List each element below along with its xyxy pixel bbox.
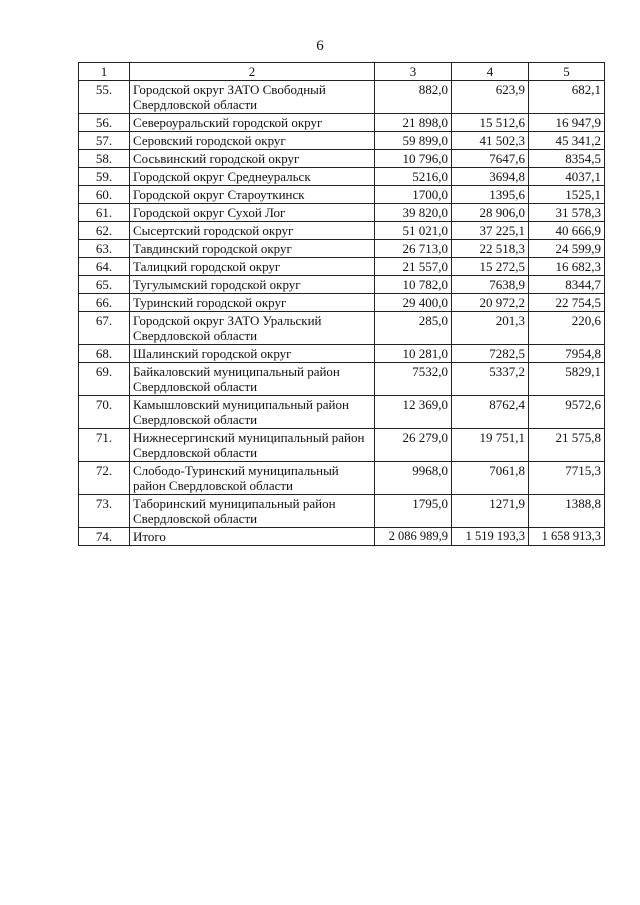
- value-col-4: 22 518,3: [452, 240, 529, 258]
- municipality-name: Городской округ ЗАТО Свободный Свердловской области: [130, 81, 375, 114]
- table-row: [79, 276, 605, 294]
- column-header-1: 1: [79, 63, 130, 81]
- value-col-3: 21 898,0: [375, 114, 452, 132]
- value-col-3: 10 796,0: [375, 150, 452, 168]
- column-header-3: 3: [375, 63, 452, 81]
- table-row: [79, 114, 605, 132]
- value-col-3: 7532,0: [375, 363, 452, 396]
- table-header-row: [79, 63, 605, 81]
- municipality-name: Городской округ Сухой Лог: [130, 204, 375, 222]
- total-col-4: 1 519 193,3: [452, 528, 529, 546]
- value-col-4: 7061,8: [452, 462, 529, 495]
- value-col-5: 220,6: [529, 312, 605, 345]
- total-row: [79, 528, 605, 546]
- table-row: [79, 132, 605, 150]
- row-number: 62.: [79, 222, 130, 240]
- value-col-4: 15 512,6: [452, 114, 529, 132]
- value-col-3: 285,0: [375, 312, 452, 345]
- value-col-4: 623,9: [452, 81, 529, 114]
- table-row: [79, 222, 605, 240]
- row-number: 59.: [79, 168, 130, 186]
- value-col-3: 59 899,0: [375, 132, 452, 150]
- table-row: [79, 204, 605, 222]
- row-number: 72.: [79, 462, 130, 495]
- municipality-name: Городской округ Среднеуральск: [130, 168, 375, 186]
- value-col-4: 7282,5: [452, 345, 529, 363]
- value-col-3: 26 279,0: [375, 429, 452, 462]
- value-col-5: 682,1: [529, 81, 605, 114]
- budget-table: [78, 62, 605, 546]
- value-col-4: 20 972,2: [452, 294, 529, 312]
- table-row: [79, 429, 605, 462]
- row-number: 61.: [79, 204, 130, 222]
- table-row: [79, 363, 605, 396]
- value-col-4: 19 751,1: [452, 429, 529, 462]
- value-col-4: 7647,6: [452, 150, 529, 168]
- municipality-name: Серовский городской округ: [130, 132, 375, 150]
- row-number: 60.: [79, 186, 130, 204]
- value-col-4: 28 906,0: [452, 204, 529, 222]
- value-col-5: 16 947,9: [529, 114, 605, 132]
- row-number: 65.: [79, 276, 130, 294]
- table-row: [79, 168, 605, 186]
- municipality-name: Талицкий городской округ: [130, 258, 375, 276]
- value-col-3: 12 369,0: [375, 396, 452, 429]
- column-header-4: 4: [452, 63, 529, 81]
- municipality-name: Камышловский муниципальный район Свердловской области: [130, 396, 375, 429]
- municipality-name: Нижнесергинский муниципальный район Свердловской области: [130, 429, 375, 462]
- municipality-name: Сосьвинский городской округ: [130, 150, 375, 168]
- value-col-4: 3694,8: [452, 168, 529, 186]
- value-col-4: 5337,2: [452, 363, 529, 396]
- value-col-3: 29 400,0: [375, 294, 452, 312]
- row-number: 70.: [79, 396, 130, 429]
- value-col-4: 8762,4: [452, 396, 529, 429]
- table-row: [79, 312, 605, 345]
- municipality-name: Туринский городской округ: [130, 294, 375, 312]
- value-col-5: 24 599,9: [529, 240, 605, 258]
- municipality-name: Североуральский городской округ: [130, 114, 375, 132]
- municipality-name: Шалинский городской округ: [130, 345, 375, 363]
- municipality-name: Городской округ Староуткинск: [130, 186, 375, 204]
- value-col-3: 5216,0: [375, 168, 452, 186]
- value-col-3: 1700,0: [375, 186, 452, 204]
- municipality-name: Городской округ ЗАТО Уральский Свердловской области: [130, 312, 375, 345]
- municipality-name: Байкаловский муниципальный район Свердловской области: [130, 363, 375, 396]
- table-row: [79, 81, 605, 114]
- row-number: 57.: [79, 132, 130, 150]
- row-number: 68.: [79, 345, 130, 363]
- value-col-3: 26 713,0: [375, 240, 452, 258]
- row-number: 69.: [79, 363, 130, 396]
- table-row: [79, 240, 605, 258]
- value-col-5: 40 666,9: [529, 222, 605, 240]
- value-col-5: 22 754,5: [529, 294, 605, 312]
- value-col-5: 9572,6: [529, 396, 605, 429]
- value-col-3: 882,0: [375, 81, 452, 114]
- municipality-name: Слободо-Туринский муниципальный район Свердловской области: [130, 462, 375, 495]
- value-col-3: 51 021,0: [375, 222, 452, 240]
- value-col-5: 7715,3: [529, 462, 605, 495]
- total-label: Итого: [130, 528, 375, 546]
- value-col-4: 7638,9: [452, 276, 529, 294]
- table-row: [79, 186, 605, 204]
- row-number: 66.: [79, 294, 130, 312]
- table-row: [79, 396, 605, 429]
- municipality-name: Сысертский городской округ: [130, 222, 375, 240]
- value-col-5: 45 341,2: [529, 132, 605, 150]
- row-number: 63.: [79, 240, 130, 258]
- value-col-5: 5829,1: [529, 363, 605, 396]
- row-number: 71.: [79, 429, 130, 462]
- table-row: [79, 495, 605, 528]
- table-row: [79, 462, 605, 495]
- total-col-3: 2 086 989,9: [375, 528, 452, 546]
- municipality-name: Таборинский муниципальный район Свердловской области: [130, 495, 375, 528]
- value-col-5: 16 682,3: [529, 258, 605, 276]
- column-header-5: 5: [529, 63, 605, 81]
- value-col-5: 21 575,8: [529, 429, 605, 462]
- value-col-5: 8344,7: [529, 276, 605, 294]
- total-col-5: 1 658 913,3: [529, 528, 605, 546]
- row-number: 55.: [79, 81, 130, 114]
- value-col-5: 4037,1: [529, 168, 605, 186]
- value-col-4: 41 502,3: [452, 132, 529, 150]
- row-number: 58.: [79, 150, 130, 168]
- value-col-4: 201,3: [452, 312, 529, 345]
- value-col-3: 10 782,0: [375, 276, 452, 294]
- value-col-3: 9968,0: [375, 462, 452, 495]
- value-col-5: 1388,8: [529, 495, 605, 528]
- row-number: 56.: [79, 114, 130, 132]
- value-col-5: 8354,5: [529, 150, 605, 168]
- value-col-3: 1795,0: [375, 495, 452, 528]
- value-col-5: 1525,1: [529, 186, 605, 204]
- table-row: [79, 345, 605, 363]
- value-col-5: 31 578,3: [529, 204, 605, 222]
- table-row: [79, 258, 605, 276]
- page-number: 6: [316, 38, 324, 54]
- row-number: 64.: [79, 258, 130, 276]
- municipality-name: Тугулымский городской округ: [130, 276, 375, 294]
- total-number: 74.: [79, 528, 130, 546]
- table-row: [79, 294, 605, 312]
- value-col-4: 1395,6: [452, 186, 529, 204]
- value-col-3: 10 281,0: [375, 345, 452, 363]
- value-col-3: 21 557,0: [375, 258, 452, 276]
- table-row: [79, 150, 605, 168]
- value-col-4: 1271,9: [452, 495, 529, 528]
- column-header-2: 2: [130, 63, 375, 81]
- value-col-4: 15 272,5: [452, 258, 529, 276]
- value-col-4: 37 225,1: [452, 222, 529, 240]
- municipality-name: Тавдинский городской округ: [130, 240, 375, 258]
- value-col-5: 7954,8: [529, 345, 605, 363]
- row-number: 73.: [79, 495, 130, 528]
- row-number: 67.: [79, 312, 130, 345]
- value-col-3: 39 820,0: [375, 204, 452, 222]
